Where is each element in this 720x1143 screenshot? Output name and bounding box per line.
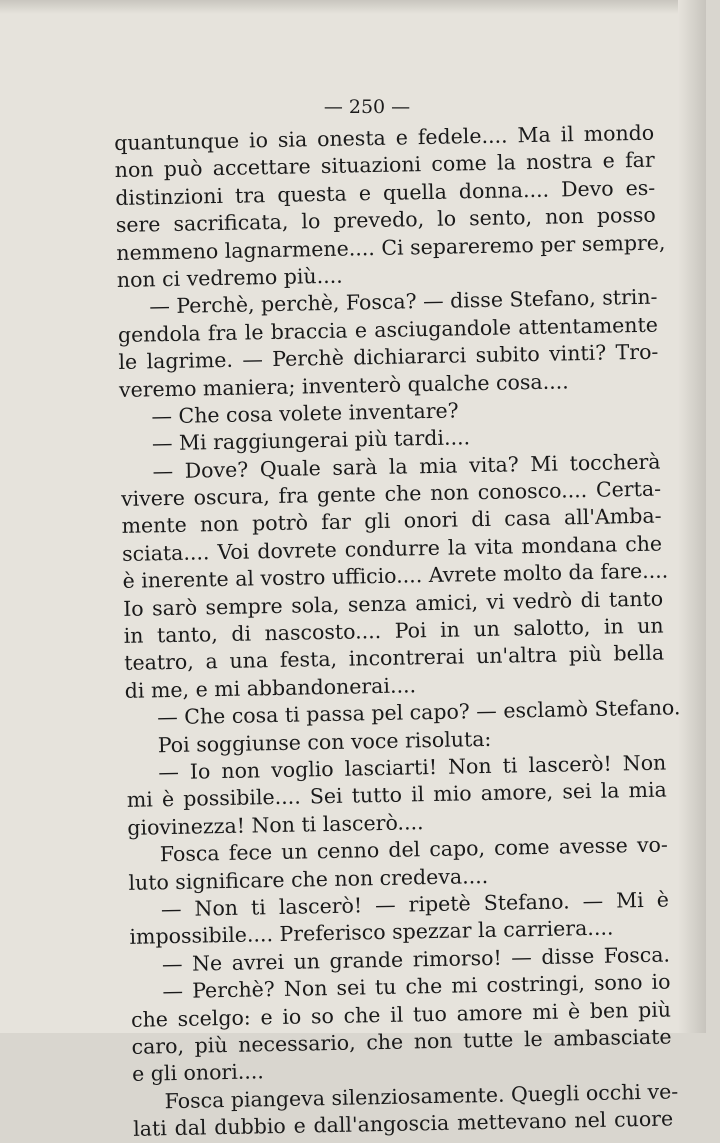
text-line: — Mi raggiungerai più tardi.... [151, 425, 471, 456]
page-top-edge [0, 0, 706, 14]
text-line: veremo maniera; inventerò qualche cosa.... [118, 368, 569, 402]
text-line: è inerente al vostro ufficio.... Avrete molto da fare.... [122, 558, 669, 594]
text-line: Fosca fece un cenno del capo, come avesse vo- [159, 832, 669, 867]
text-line: impossibile.... Preferisco spezzar la carriera.... [129, 915, 614, 950]
text-line: teatro, a una festa, incontrerai un'altra più bella [124, 640, 665, 676]
text-line: in tanto, di nascosto.... Poi in un salotto, in un [123, 613, 664, 648]
text-line: giovinezza! Non ti lascerò.... [127, 809, 424, 840]
text-line: distinzioni tra questa e quella donna.... Devo es- [115, 175, 656, 210]
text-line: nemmeno lagnarmene.... Ci separeremo per sempre, [116, 229, 666, 265]
text-line: — Che cosa ti passa pel capo? — esclamò Stefano. [157, 695, 681, 730]
text-line: di me, e mi abbandonerai.... [124, 673, 417, 703]
text-line: — Che cosa volete inventare? [151, 398, 459, 429]
text-line: e gli onori.... [131, 1059, 265, 1087]
text-line: mi è possibile.... Sei tutto il mio amore, sei la mia [126, 777, 668, 813]
text-line: caro, più necessario, che non tutte le ambasciate [131, 1024, 672, 1059]
text-line: lati dal dubbio e dall'angoscia mettevano nel cuore [132, 1106, 674, 1141]
text-line: — Non ti lascerò! — ripetè Stefano. — Mi è [160, 887, 670, 922]
text-line: Poi soggiunse con voce risoluta: [157, 726, 492, 757]
text-line: — Io non voglio lasciarti! Non ti lascerò! Non [158, 750, 667, 785]
text-line: le lagrime. — Perchè dichiararci subito vinti? Tro- [118, 339, 659, 375]
page-binding-shadow [678, 0, 706, 1033]
body-text [114, 120, 681, 1143]
text-line: che scelgo: e io so che il tuo amore mi è ben più [130, 996, 672, 1032]
text-line: non ci vedremo più.... [116, 263, 343, 292]
text-line: — Dove? Quale sarà la mia vita? Mi toccherà [152, 449, 661, 484]
text-line: Io sarò sempre sola, senza amici, vi vedrò di tanto [122, 586, 664, 621]
text-line: — Perchè? Non sei tu che mi costringi, sono io [162, 969, 671, 1004]
text-line: Fosca piangeva silenziosamente. Quegli occhi ve- [164, 1079, 679, 1113]
text-line: non può accettare situazioni come la nostra e far [114, 148, 655, 183]
text-line: sere sacrificata, lo prevedo, lo sento, non posso [115, 202, 656, 238]
text-line: — Ne avrei un grande rimorso! — disse Fosca. [161, 942, 671, 976]
text-line: vivere oscura, fra gente che non conosco.... Certa- [120, 476, 662, 512]
text-line: sciata.... Voi dovrete condurre la vita mondana che [121, 531, 663, 566]
page-number: — 250 — [323, 96, 411, 118]
text-line: luto significare che non credeva.... [128, 863, 489, 895]
text-line: mente non potrò far gli onori di casa all'Amba- [121, 504, 662, 539]
text-line: — Perchè, perchè, Fosca? — disse Stefano, strin- [149, 284, 658, 319]
text-line: quantunque io sia onesta e fedele.... Ma il mondo [114, 120, 655, 155]
text-line: gendola fra le braccia e asciugandole attentamente [117, 312, 659, 347]
